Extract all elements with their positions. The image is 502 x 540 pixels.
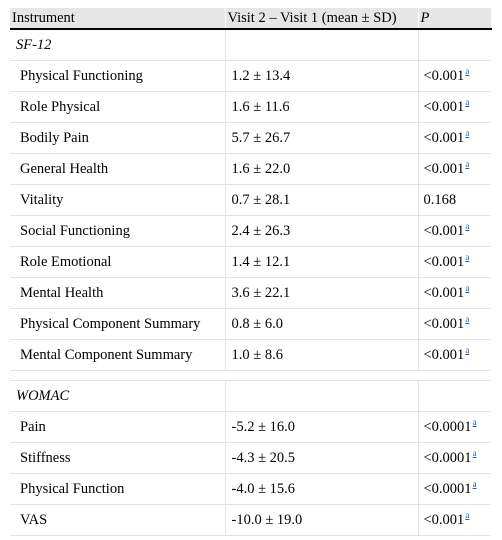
p-value: <0.0001 bbox=[423, 418, 472, 435]
table-header bbox=[10, 8, 491, 29]
row-change-value: -4.3 ± 20.5 bbox=[225, 443, 418, 474]
table-row bbox=[10, 123, 491, 154]
p-value: <0.001 bbox=[423, 346, 465, 363]
row-label: Vitality bbox=[10, 185, 225, 216]
row-change-value: 1.4 ± 12.1 bbox=[225, 247, 418, 278]
row-change-value: 0.8 ± 6.0 bbox=[225, 309, 418, 340]
table-row bbox=[10, 278, 491, 309]
row-label: Role Physical bbox=[10, 92, 225, 123]
section-spacer bbox=[10, 371, 491, 381]
p-value: <0.001 bbox=[423, 511, 465, 528]
table-row bbox=[10, 247, 491, 278]
row-label: Pain bbox=[10, 412, 225, 443]
p-value: <0.001 bbox=[423, 253, 465, 270]
row-p-value-cell bbox=[418, 474, 491, 505]
empty-cell bbox=[418, 381, 491, 412]
row-p-value-cell bbox=[418, 247, 491, 278]
row-label: Bodily Pain bbox=[10, 123, 225, 154]
header-change: Visit 2 – Visit 1 (mean ± SD) bbox=[225, 8, 418, 29]
row-label: General Health bbox=[10, 154, 225, 185]
p-value: <0.001 bbox=[423, 98, 465, 115]
table-row bbox=[10, 154, 491, 185]
p-value: <0.0001 bbox=[423, 480, 472, 497]
row-label: Mental Health bbox=[10, 278, 225, 309]
row-p-value-cell bbox=[418, 154, 491, 185]
row-p-value-cell bbox=[418, 340, 491, 371]
row-label: Physical Component Summary bbox=[10, 309, 225, 340]
footnote-link[interactable]: a bbox=[465, 251, 470, 262]
p-value: <0.001 bbox=[423, 67, 465, 84]
section-header-row bbox=[10, 381, 491, 412]
p-value: <0.001 bbox=[423, 160, 465, 177]
footnote-link[interactable]: a bbox=[472, 447, 477, 458]
row-p-value-cell bbox=[418, 278, 491, 309]
table-body bbox=[10, 29, 491, 536]
footnote-link[interactable]: a bbox=[465, 158, 470, 169]
header-instrument: Instrument bbox=[10, 8, 225, 29]
table-row bbox=[10, 412, 491, 443]
empty-cell bbox=[225, 29, 418, 61]
footnote-link[interactable]: a bbox=[465, 282, 470, 293]
footnote-link[interactable]: a bbox=[465, 509, 470, 520]
row-p-value-cell bbox=[418, 443, 491, 474]
footnote-link[interactable]: a bbox=[465, 313, 470, 324]
row-change-value: -5.2 ± 16.0 bbox=[225, 412, 418, 443]
row-change-value: 1.6 ± 11.6 bbox=[225, 92, 418, 123]
empty-cell bbox=[225, 381, 418, 412]
table-row bbox=[10, 340, 491, 371]
row-p-value-cell bbox=[418, 123, 491, 154]
p-value: <0.001 bbox=[423, 129, 465, 146]
row-p-value-cell bbox=[418, 309, 491, 340]
row-label: Physical Function bbox=[10, 474, 225, 505]
footnote-link[interactable]: a bbox=[472, 478, 477, 489]
p-value: <0.001 bbox=[423, 284, 465, 301]
spacer-cell bbox=[10, 371, 491, 381]
table-row bbox=[10, 443, 491, 474]
footnote-link[interactable]: a bbox=[465, 344, 470, 355]
section-header-row bbox=[10, 29, 491, 61]
table-row bbox=[10, 474, 491, 505]
section-title: SF-12 bbox=[10, 29, 225, 61]
row-p-value-cell bbox=[418, 92, 491, 123]
row-label: Social Functioning bbox=[10, 216, 225, 247]
row-p-value-cell bbox=[418, 61, 491, 92]
footnote-link[interactable]: a bbox=[465, 96, 470, 107]
row-label: Role Emotional bbox=[10, 247, 225, 278]
p-value: <0.001 bbox=[423, 315, 465, 332]
row-change-value: 0.7 ± 28.1 bbox=[225, 185, 418, 216]
p-value: <0.0001 bbox=[423, 449, 472, 466]
table-row bbox=[10, 216, 491, 247]
header-p-value: P bbox=[418, 8, 491, 29]
row-label: Mental Component Summary bbox=[10, 340, 225, 371]
results-table bbox=[10, 8, 492, 536]
row-p-value-cell bbox=[418, 412, 491, 443]
footnote-link[interactable]: a bbox=[465, 127, 470, 138]
row-label: Physical Functioning bbox=[10, 61, 225, 92]
row-p-value-cell bbox=[418, 185, 491, 216]
row-change-value: 1.2 ± 13.4 bbox=[225, 61, 418, 92]
row-change-value: 1.6 ± 22.0 bbox=[225, 154, 418, 185]
section-title: WOMAC bbox=[10, 381, 225, 412]
row-change-value: 3.6 ± 22.1 bbox=[225, 278, 418, 309]
p-value: 0.168 bbox=[423, 191, 457, 208]
row-label: VAS bbox=[10, 505, 225, 536]
row-change-value: 1.0 ± 8.6 bbox=[225, 340, 418, 371]
footnote-link[interactable]: a bbox=[472, 416, 477, 427]
table-row bbox=[10, 505, 491, 536]
table-row bbox=[10, 309, 491, 340]
table-row bbox=[10, 185, 491, 216]
row-change-value: -10.0 ± 19.0 bbox=[225, 505, 418, 536]
empty-cell bbox=[418, 29, 491, 61]
row-p-value-cell bbox=[418, 216, 491, 247]
row-p-value-cell bbox=[418, 505, 491, 536]
table-row bbox=[10, 61, 491, 92]
row-label: Stiffness bbox=[10, 443, 225, 474]
footnote-link[interactable]: a bbox=[465, 220, 470, 231]
table-row bbox=[10, 92, 491, 123]
p-value: <0.001 bbox=[423, 222, 465, 239]
row-change-value: 2.4 ± 26.3 bbox=[225, 216, 418, 247]
row-change-value: 5.7 ± 26.7 bbox=[225, 123, 418, 154]
footnote-link[interactable]: a bbox=[465, 65, 470, 76]
header-row bbox=[10, 8, 491, 29]
row-change-value: -4.0 ± 15.6 bbox=[225, 474, 418, 505]
